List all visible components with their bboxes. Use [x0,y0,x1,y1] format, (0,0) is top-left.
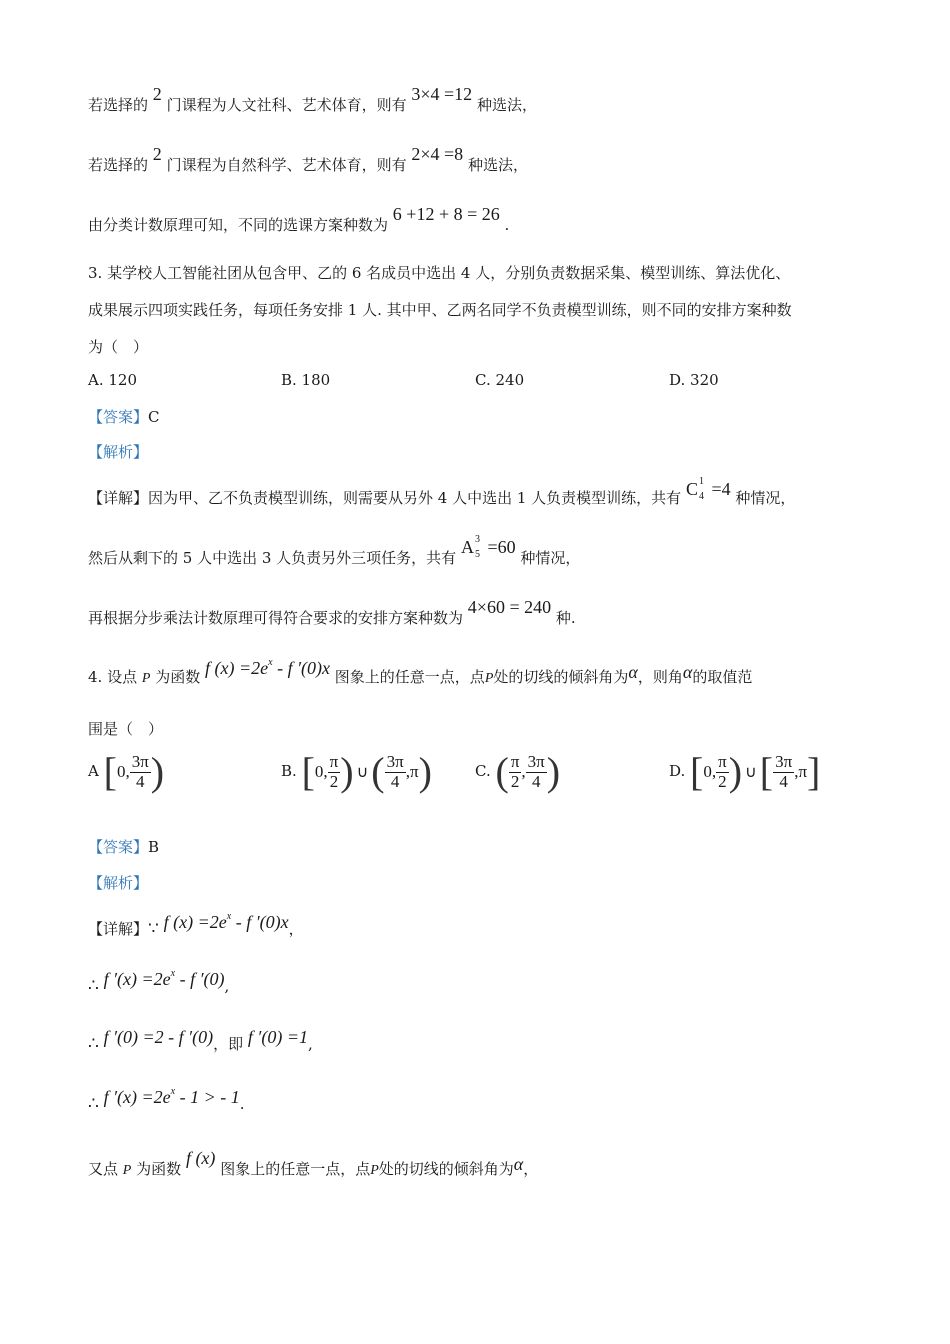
math-expression: 3×4 =12 [411,84,473,104]
detail-line-1 [88,475,796,509]
fraction: $\frac{\pi}{2}$ [510,751,520,791]
solution-step-4: ∴ f $'(x) =2e^x - 1$ > - 1. [88,1086,245,1114]
option-a: A [0, $\frac{3\pi}{4}$ ) [88,749,165,794]
fraction: $\frac{3\pi}{4}$ [527,751,545,791]
option-d: D. [0, $\frac{\pi}{2}$ ) ∪[ $\frac{3\pi}{4}$ ,π] [669,749,821,794]
answer-tag: 【答案】 [88,838,149,856]
text: 种. [555,609,576,627]
answer-line [88,406,160,427]
detail-line-3 [88,597,576,628]
text-line-2 [88,144,528,175]
solution-step-1: 【详解】∵ f $(x) =2e^x - f$ ′(0)x， [88,911,304,939]
math-number: 2 [152,144,162,164]
text: 然后从剩下的 5 人中选出 3 人负责另外三项任务，共有 [88,549,457,567]
analysis-tag: 【解析】 [88,874,149,892]
fraction: $\frac{3\pi}{4}$ [775,751,793,791]
option-c: C. 240 [475,371,525,389]
text: 由分类计数原理可知，不同的选课方案种数为 [88,216,389,234]
solution-step-3: ∴ f ′(0) =2 - f ′(0)，即 f ′(0) =1, [88,1027,313,1054]
fraction: $\frac{3\pi}{4}$ [386,751,404,791]
text-line-1 [88,84,537,115]
option-c: C. ( $\frac{\pi}{2}$ , $\frac{3\pi}{4}$ ) [475,749,561,794]
text: 种情况， [520,549,581,567]
final-line: 又点 P 为函数 f (x) 图象上的任意一点，点P处的切线的倾斜角为α， [88,1148,539,1178]
question-3-line-3: 为（ ） [88,338,149,356]
detail-tag: 【详解】 [88,489,149,507]
function-definition: f $(x) =2e^x - f$ ′(0)x [205,657,331,678]
math-number: 2 [152,84,162,104]
math-combination: C 1 4 =4 [685,475,731,502]
text: 门课程为人文社科、艺术体育，则有 [166,96,407,114]
answer-value: B [148,838,160,856]
text: 再根据分步乘法计数原理可得符合要求的安排方案种数为 [88,609,464,627]
answer-tag: 【答案】 [88,408,149,426]
math-expression: 2×4 =8 [411,144,464,164]
fraction: $\frac{\pi}{2}$ [329,751,339,791]
answer-value: C [148,408,160,426]
math-arrangement: A 3 5 =60 [460,533,516,560]
solution-step-2: ∴ f $'(x) =2e^x - f$ ′(0), [88,968,230,996]
math-expression: 4×60 = 240 [467,597,552,617]
text: 种选法， [467,156,528,174]
detail-line-2 [88,533,581,569]
question-3-line-2: 成果展示四项实践任务，每项任务安排 1 人. 其中甲、乙两名同学不负责模型训练，则不同的安排方案种数 [88,301,792,319]
fraction: $\frac{\pi}{2}$ [718,751,727,791]
text: . [504,216,510,234]
text: 若选择的 [88,96,149,114]
text: 因为甲、乙不负责模型训练，则需要从另外 4 人中选出 1 人负责模型训练，共有 [148,489,682,507]
text-line-3 [88,204,510,235]
text: 种选法， [476,96,537,114]
fraction: $\frac{3\pi}{4}$ [131,751,149,791]
option-b: B. 180 [281,371,331,389]
text: 种情况， [735,489,796,507]
option-b: B. [0, $\frac{\pi}{2}$ ) ∪( $\frac{3\pi}{4}$ ,π) [281,749,432,794]
answer-line [88,836,159,857]
option-d: D. 320 [669,371,719,389]
math-expression: 6 +12 + 8 = 26 [392,204,500,224]
analysis-tag: 【解析】 [88,443,149,461]
text: 若选择的 [88,156,149,174]
text: 门课程为自然科学、艺术体育，则有 [166,156,407,174]
option-a: A. 120 [88,371,137,389]
question-4-line-1: 4. 设点 P 为函数 f $(x) =2e^x - f$ ′(0)x 图象上的任意一点，点P处的切线的倾斜角为α，则角α的取值范 [88,657,753,686]
question-3-line-1: 3. 某学校人工智能社团从包含甲、乙的 6 名成员中选出 4 人，分别负责数据采集、模型训练、算法优化、 [88,264,791,282]
question-4-line-2: 围是（ ） [88,720,164,738]
